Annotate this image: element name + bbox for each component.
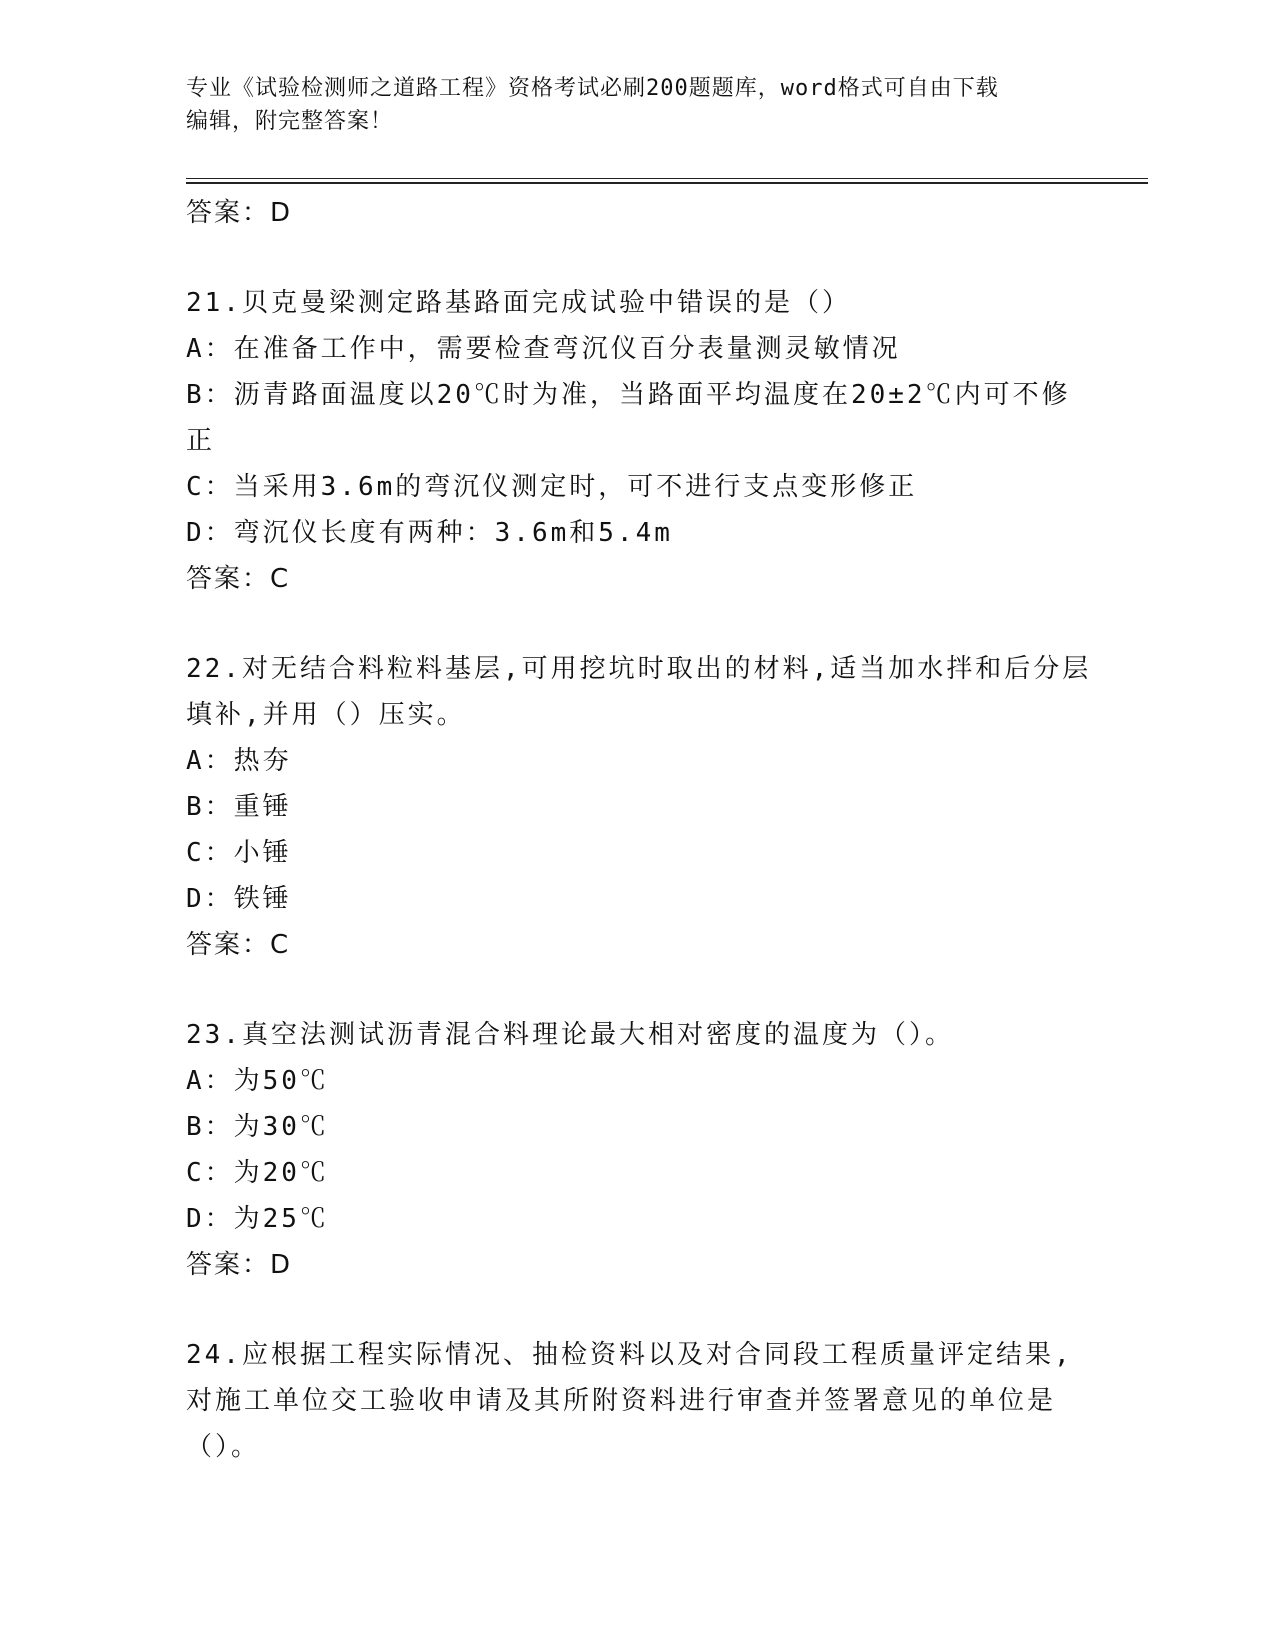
answer: 答案：C [186, 930, 291, 960]
header-line-2: 编辑，附完整答案！ [186, 109, 394, 134]
header-divider-thin [186, 178, 1148, 179]
question-stem-continued: 对施工单位交工验收申请及其所附资料进行审查并签署意见的单位是 [186, 1386, 1057, 1416]
option-a: A：为50℃ [186, 1066, 329, 1096]
option-d: D：弯沉仪长度有两种：3.6m和5.4m [186, 518, 673, 548]
option-b: B：为30℃ [186, 1112, 329, 1142]
answer: 答案：D [186, 1250, 293, 1280]
header-line-1: 专业《试验检测师之道路工程》资格考试必刷200题题库，word格式可自由下载 [186, 76, 999, 101]
question-block [186, 1332, 1086, 1470]
question-stem-continued: 填补,并用（）压实。 [186, 700, 466, 730]
option-d: D：铁锤 [186, 884, 292, 914]
answer: 答案：C [186, 564, 291, 594]
question-stem: 22.对无结合料粒料基层,可用挖坑时取出的材料,适当加水拌和后分层 [186, 654, 1092, 684]
option-c: C：当采用3.6m的弯沉仪测定时，可不进行支点变形修正 [186, 472, 918, 502]
previous-answer: 答案：D [186, 198, 293, 228]
question-stem-continued: （）。 [186, 1432, 261, 1462]
question-list [186, 190, 1092, 1470]
question-stem: 21.贝克曼梁测定路基路面完成试验中错误的是（） [186, 288, 851, 318]
option-b: B：沥青路面温度以20℃时为准，当路面平均温度在20±2℃内可不修 [186, 380, 1071, 410]
option-b-continued: 正 [186, 426, 216, 456]
question-stem: 24.应根据工程实际情况、抽检资料以及对合同段工程质量评定结果, [186, 1340, 1073, 1370]
header-divider-thick [186, 182, 1148, 184]
option-b: B：重锤 [186, 792, 292, 822]
question-block [186, 1012, 1086, 1288]
option-d: D：为25℃ [186, 1204, 329, 1234]
option-c: C：为20℃ [186, 1158, 329, 1188]
question-block [186, 280, 1086, 602]
question-stem: 23.真空法测试沥青混合料理论最大相对密度的温度为（）。 [186, 1020, 954, 1050]
question-block [186, 646, 1092, 968]
option-a: A：热夯 [186, 746, 292, 776]
document-header [186, 72, 1086, 138]
option-a: A：在准备工作中，需要检查弯沉仪百分表量测灵敏情况 [186, 334, 901, 364]
option-c: C：小锤 [186, 838, 292, 868]
